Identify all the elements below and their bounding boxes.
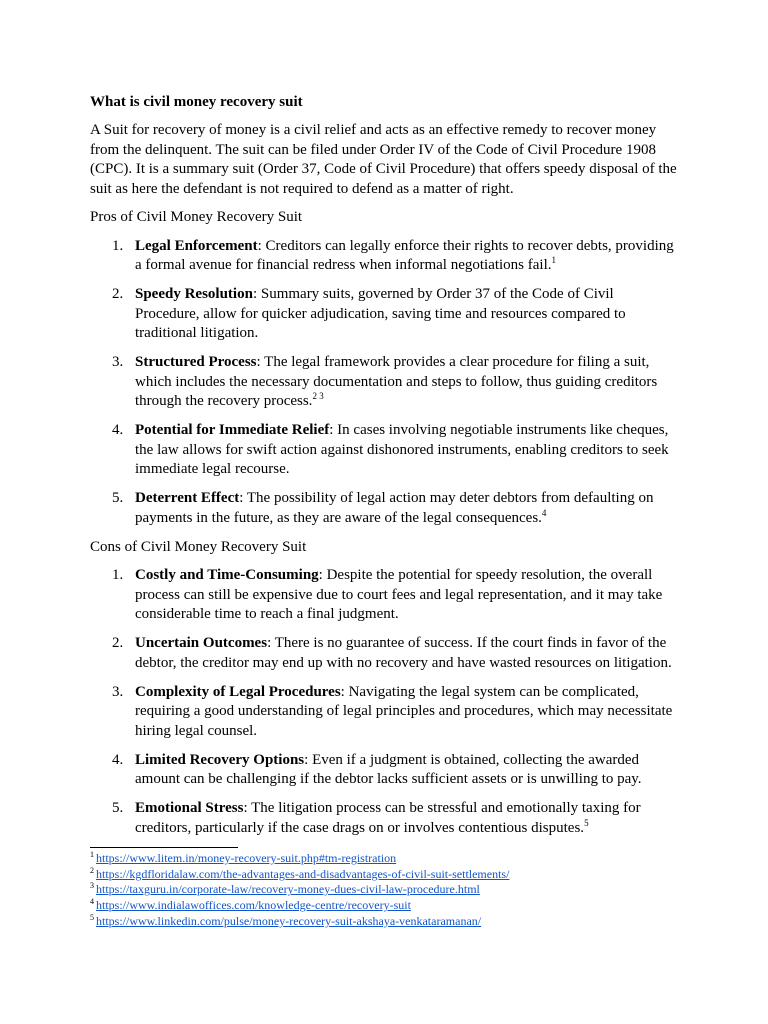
item-text: : Creditors can legally enforce their rights to recover debts, providing a formal avenue for financial redress when informal negotiations fail.: [135, 237, 674, 273]
item-term: Speedy Resolution: [135, 286, 253, 302]
item-term: Costly and Time-Consuming: [135, 567, 319, 583]
cons-list: [90, 566, 680, 838]
document-body: [90, 93, 680, 848]
item-text: : Even if a judgment is obtained, collecting the awarded amount can be challenging if the debtor lacks sufficient assets or is unwilling to pay.: [135, 751, 642, 787]
intro-paragraph: A Suit for recovery of money is a civil relief and acts as an effective remedy to recover money from the delinquent. The suit can be filed under Order IV of the Code of Civil Procedure 1908 (CPC). It is a summary suit (Order 37, Code of Civil Procedure) that offers speedy disposal of the suit as here the defendant is not required to defend as a matter of right.: [90, 122, 677, 197]
item-term: Complexity of Legal Procedures: [135, 683, 341, 700]
footnote-ref[interactable]: 5: [584, 817, 589, 828]
item-text: : Despite the potential for speedy resolution, the overall process can still be expensive due to court fees and legal representation, and it may take considerable time to reach a final judgment.: [135, 567, 663, 622]
item-term: Emotional Stress: [135, 800, 244, 816]
pros-list-item: [90, 285, 680, 344]
pros-list-item: [90, 421, 680, 480]
footnote-ref[interactable]: 2 3: [312, 391, 324, 401]
list-number: 2.: [112, 635, 124, 651]
item-term: Structured Process: [135, 354, 257, 370]
cons-list-item: [90, 634, 680, 673]
list-number: 1.: [112, 237, 124, 254]
pros-list-item: [90, 353, 680, 412]
item-term: Uncertain Outcomes: [135, 635, 268, 651]
footnote: [90, 851, 690, 867]
list-number: 5.: [112, 490, 124, 506]
item-text: : Summary suits, governed by Order 37 of the Code of Civil Procedure, allow for quicker adjudication, saving time and resources compared to traditional litigation.: [135, 286, 626, 341]
item-text: : There is no guarantee of success. If the court finds in favor of the debtor, the creditor may end up with no recovery and have wasted resources on litigation.: [135, 635, 672, 671]
cons-list-item: [90, 799, 680, 838]
footnote: [90, 898, 690, 914]
footnote-number: 2: [90, 865, 94, 875]
list-number: 5.: [112, 800, 124, 816]
list-number: 3.: [112, 354, 124, 370]
item-term: Potential for Immediate Relief: [135, 422, 330, 438]
pros-list-item: [90, 237, 680, 276]
footnote: [90, 914, 690, 930]
cons-list-item: [90, 683, 680, 742]
footnote-separator: [90, 847, 238, 848]
list-number: 1.: [112, 567, 124, 583]
pros-heading: Pros of Civil Money Recovery Suit: [90, 209, 303, 225]
item-text: : The legal framework provides a clear procedure for filing a suit, which includes the necessary documentation and steps to follow, thus guiding creditors through the recovery process.: [135, 354, 658, 409]
footnote-link[interactable]: https://www.linkedin.com/pulse/money-recovery-suit-akshaya-venkataramanan/: [96, 913, 482, 928]
footnote-link[interactable]: https://www.litem.in/money-recovery-suit.php#tm-registration: [96, 851, 397, 865]
list-number: 4.: [112, 422, 124, 438]
item-term: Legal Enforcement: [135, 237, 258, 254]
footnote-number: 3: [90, 881, 94, 891]
item-term: Limited Recovery Options: [135, 751, 305, 768]
footnote-number: 5: [90, 912, 94, 922]
footnote: [90, 867, 690, 883]
list-number: 2.: [112, 286, 124, 302]
cons-list-item: [90, 751, 680, 790]
item-text: : Navigating the legal system can be complicated, requiring a good understanding of legal principles and procedures, which may necessitate hiring legal counsel.: [135, 683, 673, 739]
cons-heading: Cons of Civil Money Recovery Suit: [90, 538, 307, 555]
document-title: What is civil money recovery suit: [90, 94, 303, 110]
item-term: Deterrent Effect: [135, 490, 240, 506]
pros-list: [90, 237, 680, 529]
pros-list-item: [90, 489, 680, 528]
cons-list-item: [90, 566, 680, 625]
footnote-number: 1: [90, 850, 94, 859]
list-number: 3.: [112, 683, 124, 700]
footnote-ref[interactable]: 4: [541, 507, 547, 518]
footnote: [90, 882, 690, 898]
footnote-link[interactable]: https://kgdfloridalaw.com/the-advantages-and-disadvantages-of-civil-suit-settlements/: [96, 866, 510, 881]
item-text: : The possibility of legal action may deter debtors from defaulting on payments in the future, as they are aware of the legal consequences.: [135, 490, 654, 526]
item-text: : The litigation process can be stressful and emotionally taxing for creditors, particularly if the case drags on or involves contentious disputes.: [135, 800, 641, 836]
list-number: 4.: [112, 751, 124, 768]
footnote-number: 4: [90, 897, 94, 907]
footnote-ref[interactable]: 1: [551, 255, 557, 265]
footnote-link[interactable]: https://www.indialawoffices.com/knowledge-centre/recovery-suit: [96, 898, 411, 913]
footnotes: [90, 851, 690, 930]
footnote-link[interactable]: https://taxguru.in/corporate-law/recovery-money-dues-civil-law-procedure.html: [96, 882, 480, 897]
item-text: : In cases involving negotiable instruments like cheques, the law allows for swift action against dishonored instruments, enabling creditors to seek immediate legal recourse.: [135, 422, 669, 477]
